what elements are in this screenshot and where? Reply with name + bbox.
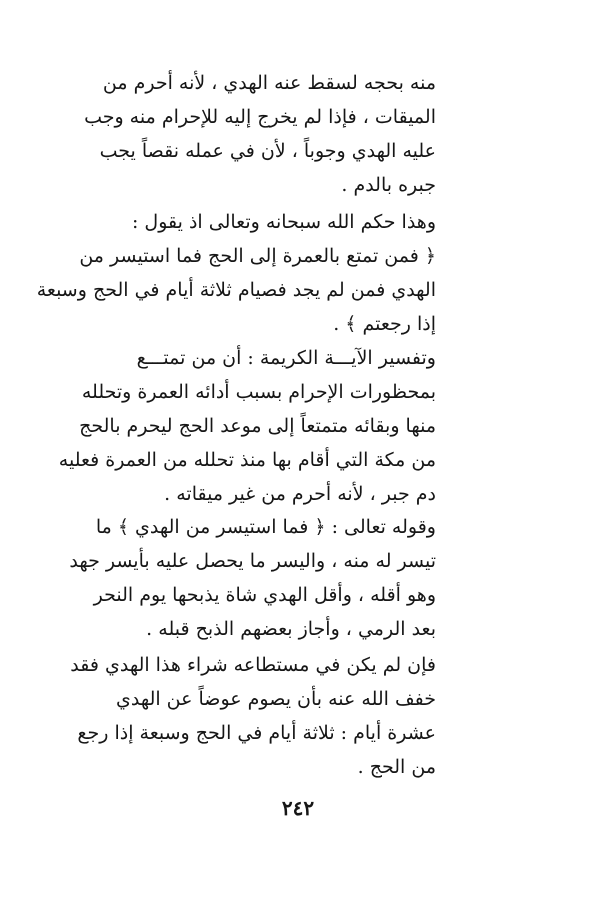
text-line: وقوله تعالى : ﴿ فما استيسر من الهدي ﴾ ما — [95, 516, 436, 538]
text-line: تيسر له منه ، واليسر ما يحصل عليه بأيسر جهد — [69, 550, 436, 572]
paragraph-1 — [84, 66, 436, 202]
text-line: من الحج . — [357, 756, 436, 778]
text-line: إذا رجعتم ﴾ . — [333, 313, 436, 335]
text-line: ﴿ فمن تمتع بالعمرة إلى الحج فما استيسر من — [79, 245, 436, 267]
text-line: خفف الله عنه بأن يصوم عوضاً عن الهدي — [115, 688, 436, 710]
text-line: وتفسير الآيـــة الكريمة : أن من تمتـــع — [136, 347, 436, 369]
text-line: بعد الرمي ، وأجاز بعضهم الذبح قبله . — [146, 618, 436, 640]
paragraph-4 — [69, 510, 436, 646]
text-line: بمحظورات الإحرام بسبب أدائه العمرة وتحلله — [81, 381, 436, 403]
text-line: منه بحجه لسقط عنه الهدي ، لأنه أحرم من — [102, 72, 436, 94]
text-line: الميقات ، فإذا لم يخرج إليه للإحرام منه وجب — [84, 106, 436, 128]
text-line: منها وبقائه متمتعاً إلى موعد الحج ليحرم بالحج — [79, 415, 436, 437]
text-line: وهو أقله ، وأقل الهدي شاة يذبحها يوم النحر — [93, 584, 436, 606]
text-line: فإن لم يكن في مستطاعه شراء هذا الهدي فقد — [70, 654, 436, 676]
paragraph-5 — [70, 648, 436, 784]
text-line: وهذا حكم الله سبحانه وتعالى اذ يقول : — [131, 211, 436, 233]
text-line: من مكة التي أقام بها منذ تحلله من العمرة فعليه — [58, 449, 436, 471]
page-number: ٢٤٢ — [281, 796, 315, 820]
text-line: دم جبر ، لأنه أحرم من غير ميقاته . — [164, 483, 436, 505]
text-line: الهدي فمن لم يجد فصيام ثلاثة أيام في الحج وسبعة — [36, 279, 436, 301]
paragraph-2 — [36, 205, 436, 341]
text-line: عشرة أيام : ثلاثة أيام في الحج وسبعة إذا رجع — [77, 722, 436, 744]
text-line: عليه الهدي وجوباً ، لأن في عمله نقصاً يجب — [99, 140, 436, 162]
text-line: جبره بالدم . — [341, 174, 436, 196]
paragraph-3 — [58, 341, 436, 511]
